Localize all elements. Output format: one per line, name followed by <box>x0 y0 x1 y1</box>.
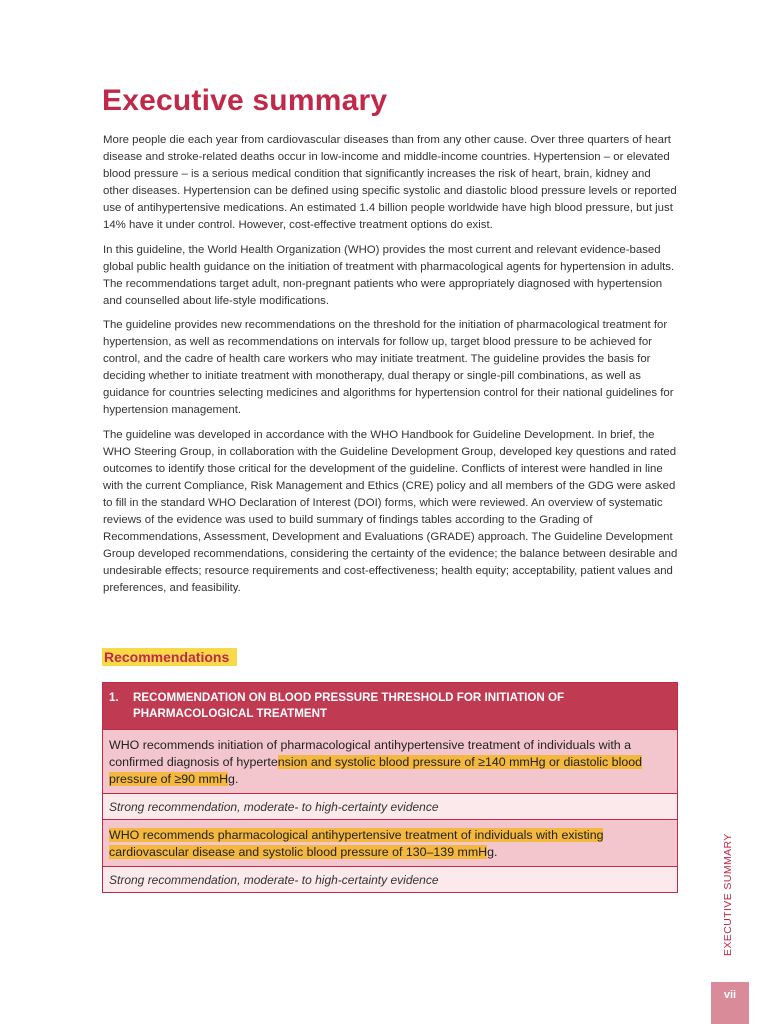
rec1-highlight: nsion and systolic blood pressure of ≥140 mmHg or diastolic blood pressure of ≥90 mmH <box>109 755 643 786</box>
rec1-text: WHO recommends initiation of pharmacological antihypertensive treatment of individuals with a confirmed diagnosis of hyperte <box>109 738 632 769</box>
recommendation-number: 1. <box>109 691 119 704</box>
section-side-label: EXECUTIVE SUMMARY <box>722 833 734 956</box>
recommendation-header-text: RECOMMENDATION ON BLOOD PRESSURE THRESHOLD FOR INITIATION OF PHARMACOLOGICAL TREATMENT <box>133 691 565 720</box>
recommendation-box <box>102 682 678 893</box>
recommendation-statement-2 <box>103 819 677 866</box>
paragraph-new-recommendations: The guideline provides new recommendations on the threshold for the initiation of pharmacological treatment for hypertension, as well as recommendations on intervals for follow up, target blood pressure to be achieved for control, and the cadre of health care workers who may initiate treatment. The guideline provides the basis for deciding whether to initiate treatment with monotherapy, dual therapy or single-pill combinations, as well as guidance for countries selecting medicines and algorithms for hypertension control for their national guidelines for hypertension management. <box>103 318 674 417</box>
recommendation-header <box>103 683 677 729</box>
recommendation-statement-1 <box>103 729 677 793</box>
body-text <box>103 132 679 604</box>
recommendations-heading: Recommendations <box>102 648 237 666</box>
paragraph-guideline-scope: In this guideline, the World Health Organization (WHO) provides the most current and relevant evidence-based global public health guidance on the initiation of treatment with pharmacological agents for hypertension in adults. The recommendations target adult, non-pregnant patients who were appropriately diagnosed with hypertension and counselled about life-style modifications. <box>103 243 675 307</box>
paragraph-development-process: The guideline was developed in accordance with the WHO Handbook for Guideline Development. In brief, the WHO Steering Group, in collaboration with the Guideline Development Group, developed key questions and rated outcomes to identify those critical for the development of the guideline. Conflicts of interest were handled in line with the current Compliance, Risk Management and Ethics (CRE) policy and all members of the GDG were asked to fill in the standard WHO Declaration of Interest (DOI) forms, which were reviewed. An overview of systematic reviews of the evidence was used to build summary of findings tables according to the Grading of Recommendations, Assessment, Development and Evaluations (GRADE) approach. The Guideline Development Group developed recommendations, considering the certainty of the evidence; the balance between desirable and undesirable effects; resource requirements and cost-effectiveness; health equity; acceptability, patient values and preferences, and feasibility. <box>103 428 678 595</box>
page-title: Executive summary <box>102 84 388 118</box>
recommendation-strength-1: Strong recommendation, moderate- to high-certainty evidence <box>103 793 677 819</box>
rec1-end: g. <box>228 772 239 786</box>
page-number: vii <box>711 982 749 1024</box>
paragraph-intro: More people die each year from cardiovascular diseases than from any other cause. Over three quarters of heart disease and stroke-related deaths occur in low-income and middle-income countries. Hypertension – or elevated blood pressure – is a serious medical condition that significantly increases the risk of heart, brain, kidney and other diseases. Hypertension can be defined using specific systolic and diastolic blood pressure levels or reported use of antihypertensive medications. An estimated 1.4 billion people worldwide have high blood pressure, but just 14% have it under control. However, cost-effective treatment options do exist. <box>103 134 677 232</box>
rec2-highlight: WHO recommends pharmacological antihypertensive treatment of individuals with existing cardiovascular disease and systolic blood pressure of 130–139 mmH <box>109 828 604 859</box>
rec2-end: g. <box>487 845 498 859</box>
recommendation-strength-2: Strong recommendation, moderate- to high-certainty evidence <box>103 866 677 892</box>
